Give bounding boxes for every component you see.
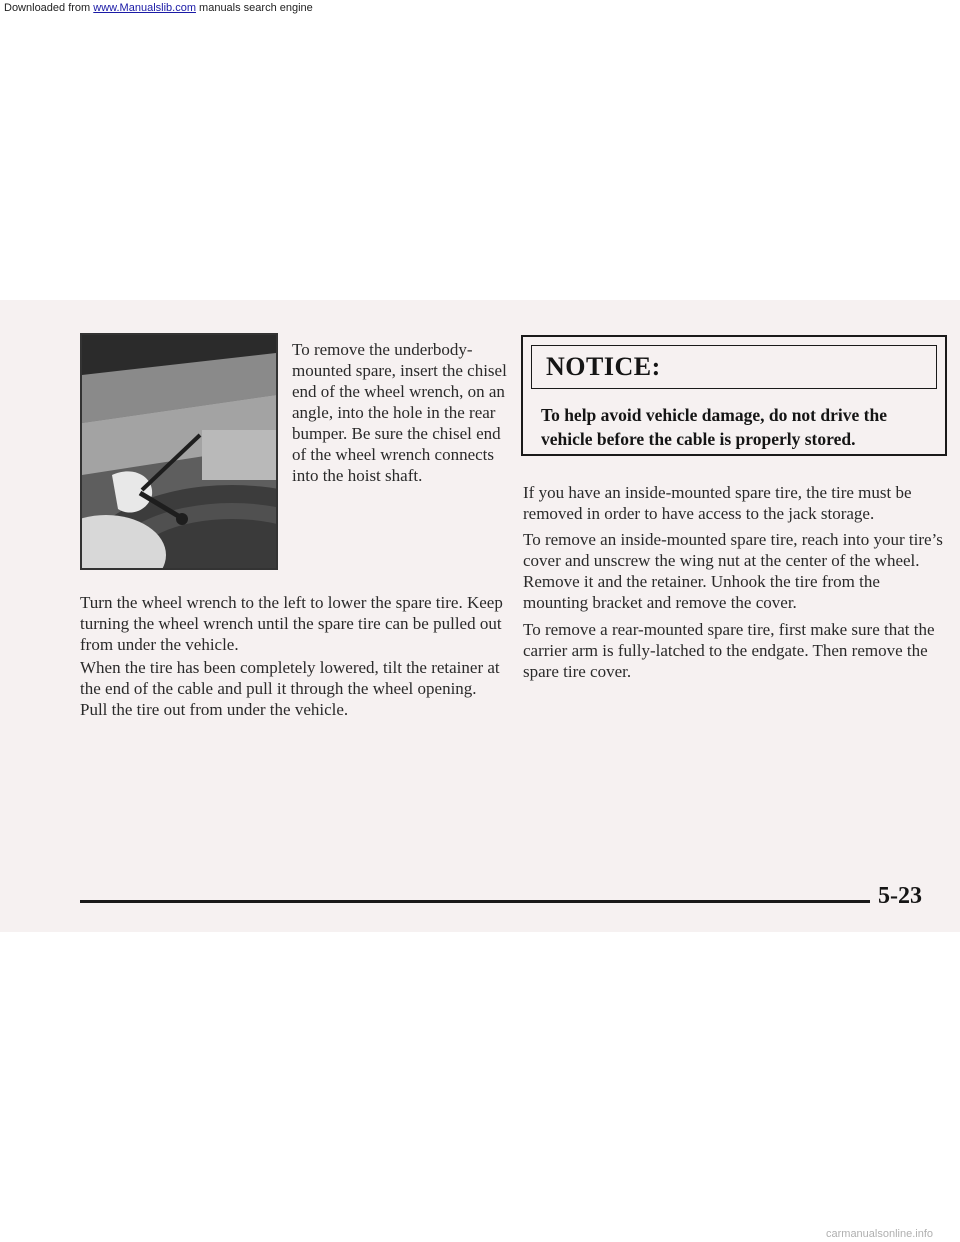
wheel-wrench-illustration (82, 335, 276, 568)
notice-box (521, 335, 947, 456)
site-watermark: carmanualsonline.info (826, 1228, 934, 1240)
download-header (4, 2, 313, 14)
remove-inside-spare-paragraph: To remove an inside-mounted spare tire, reach into your tire’s cover and unscrew the wing nut at the center of the wheel. Remove it and the retainer. Unhook the tire from the mounting bracket and remove the cover. (523, 530, 943, 612)
underbody-spare-intro: To remove the underbody-mounted spare, insert the chisel end of the wheel wrench, on an angle, into the hole in the rear bumper. Be sure the chisel end of the wheel wrench connects into the hoist shaft. (292, 340, 507, 485)
footer-rule (80, 900, 870, 903)
spare-tire-photo (80, 333, 278, 570)
manualslib-link[interactable]: www.Manualslib.com (93, 2, 196, 14)
page-number: 5-23 (878, 883, 922, 909)
notice-header (531, 345, 937, 389)
header-suffix: manuals search engine (195, 2, 313, 14)
header-prefix: Downloaded from (4, 2, 94, 14)
tilt-retainer-paragraph: When the tire has been completely lowered, tilt the retainer at the end of the cable and pull it through the wheel opening. Pull the tire out from under the vehicle. (80, 658, 500, 719)
lower-spare-paragraph: Turn the wheel wrench to the left to lower the spare tire. Keep turning the wheel wrench until the spare tire can be pulled out from under the vehicle. (80, 593, 503, 654)
inside-mounted-paragraph: If you have an inside-mounted spare tire, the tire must be removed in order to have access to the jack storage. (523, 483, 912, 523)
notice-text: To help avoid vehicle damage, do not drive the vehicle before the cable is properly stored. (541, 405, 887, 449)
notice-title: NOTICE: (546, 352, 661, 381)
rear-mounted-paragraph: To remove a rear-mounted spare tire, first make sure that the carrier arm is fully-latched to the endgate. Then remove the spare tire cover. (523, 620, 935, 681)
